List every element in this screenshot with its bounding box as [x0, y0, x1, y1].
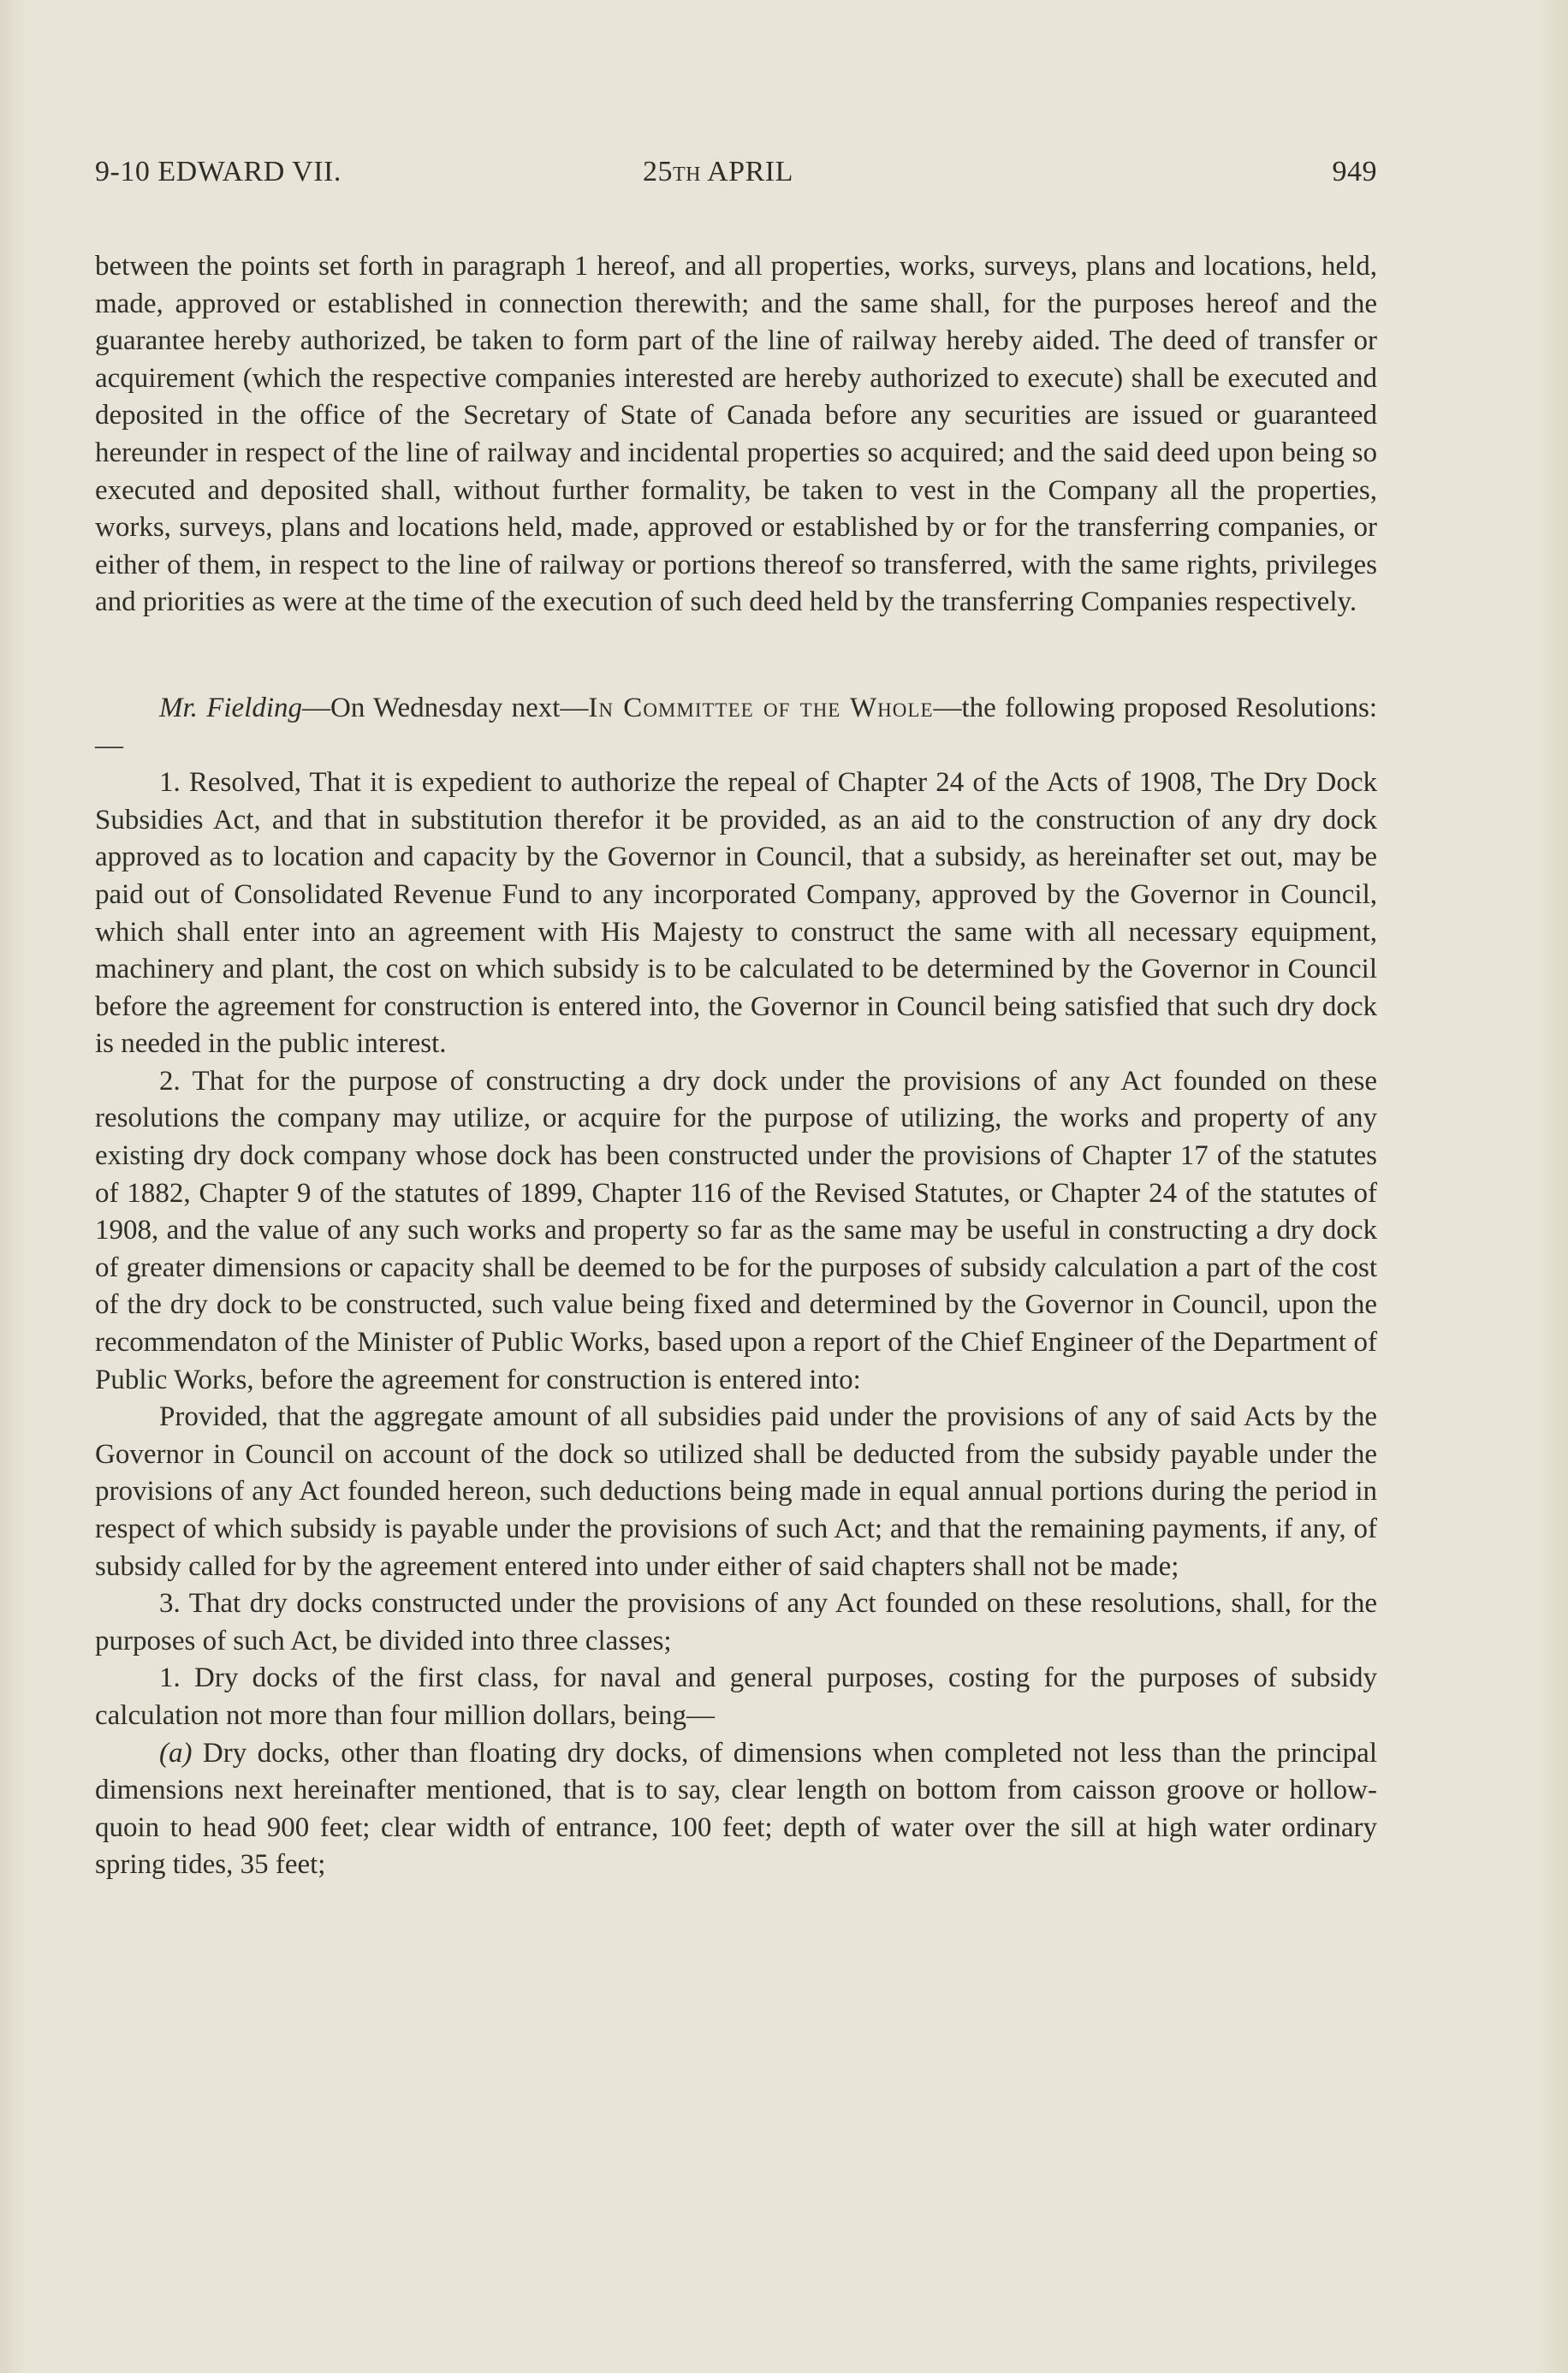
resolution-2-proviso: Provided, that the aggregate amount of all subsidies paid under the provisions of any of said Acts by the Governor in Council on account of the dock so utilized shall be deducted from the subsidy payable under the provisions of any Act founded hereon, such deductions being made in equal annual portions during the period in respect of which subsidy is payable under the provisions of such Act; and that the remaining payments, if any, of subsidy called for by the agreement entered into under either of said chapters shall not be made;: [95, 1401, 1377, 1582]
page-header: [95, 156, 1377, 199]
paragraph-continuation: between the points set forth in paragraph 1 hereof, and all properties, works, surveys, plans and locations, held, made, approved or established in connection therewith; and the same shall, for the purposes hereof and the guarantee hereby authorized, be taken to form part of the line of railway hereby aided. The deed of transfer or acquirement (which the respective companies interested are hereby authorized to execute) shall be executed and deposited in the office of the Secretary of State of Canada before any securities are issued or guaranteed hereunder in respect of the line of railway and incidental properties so acquired; and the said deed upon being so executed and deposited shall, without further formality, be taken to vest in the Company all the properties, works, surveys, plans and locations held, made, approved or established by or for the transferring companies, or either of them, in respect to the line of railway or portions thereof so transferred, with the same rights, privileges and priorities as were at the time of the execution of such deed held by the transferring Companies respectively.: [95, 251, 1377, 618]
page-body: [95, 248, 1377, 1884]
committee-label: In Committee of the Whole: [588, 692, 934, 723]
header-date: [643, 156, 793, 188]
header-month: APRIL: [701, 156, 793, 187]
clause-label: (a): [159, 1737, 193, 1769]
page-number: 949: [1332, 156, 1377, 187]
motion-intro: —the following proposed Resolutions:—: [95, 692, 1377, 761]
motion-timing: —On Wednesday next—: [302, 692, 589, 723]
resolution-3-class-1: 1. Dry docks of the first class, for naval and general purposes, costing for the purposes of subsidy calculation not more than four million dollars, being—: [95, 1662, 1377, 1731]
resolution-2: 2. That for the purpose of constructing a dry dock under the provisions of any Act founded on these resolutions the company may utilize, or acquire for the purpose of utilizing, the works and property of any existing dry dock company whose dock has been constructed under the provisions of Chapter 17 of the statutes of 1882, Chapter 9 of the statutes of 1899, Chapter 116 of the Revised Statutes, or Chapter 24 of the statutes of 1908, and the value of any such works and property so far as the same may be useful in constructing a dry dock of greater dimensions or capacity shall be deemed to be for the purposes of subsidy calculation a part of the cost of the dry dock to be constructed, such value being fixed and determined by the Governor in Council, upon the recommendaton of the Minister of Public Works, based upon a report of the Chief Engineer of the Department of Public Works, before the agreement for construction is entered into:: [95, 1065, 1377, 1395]
header-day-suffix: th: [673, 156, 701, 187]
paragraph-motion: [95, 690, 1377, 764]
clause-text: Dry docks, other than floating dry docks, of dimensions when completed not less than the principal dimensions next hereinafter mentioned, that is to say, clear length on bottom from caisson groove or hollow-quoin to head 900 feet; clear width of entrance, 100 feet; depth of water over the sill at high water ordinary spring tides, 35 feet;: [95, 1737, 1377, 1881]
header-day: 25: [643, 156, 673, 187]
speaker-name: Mr. Fielding: [159, 692, 303, 723]
header-reign: 9-10 EDWARD VII.: [95, 156, 342, 187]
resolution-3-class-1-a: [95, 1735, 1377, 1884]
section-gap: [95, 622, 1377, 690]
resolution-1: 1. Resolved, That it is expedient to authorize the repeal of Chapter 24 of the Acts of 1908, The Dry Dock Subsidies Act, and that in substitution therefor it be provided, as an aid to the construction of any dry dock approved as to location and capacity by the Governor in Council, that a subsidy, as hereinafter set out, may be paid out of Consolidated Revenue Fund to any incorporated Company, approved by the Governor in Council, which shall enter into an agreement with His Majesty to construct the same with all necessary equipment, machinery and plant, the cost on which subsidy is to be calculated to be determined by the Governor in Council before the agreement for construction is entered into, the Governor in Council being satisfied that such dry dock is needed in the public interest.: [95, 767, 1377, 1060]
resolution-3: 3. That dry docks constructed under the provisions of any Act founded on these resolutions, shall, for the purposes of such Act, be divided into three classes;: [95, 1588, 1377, 1656]
